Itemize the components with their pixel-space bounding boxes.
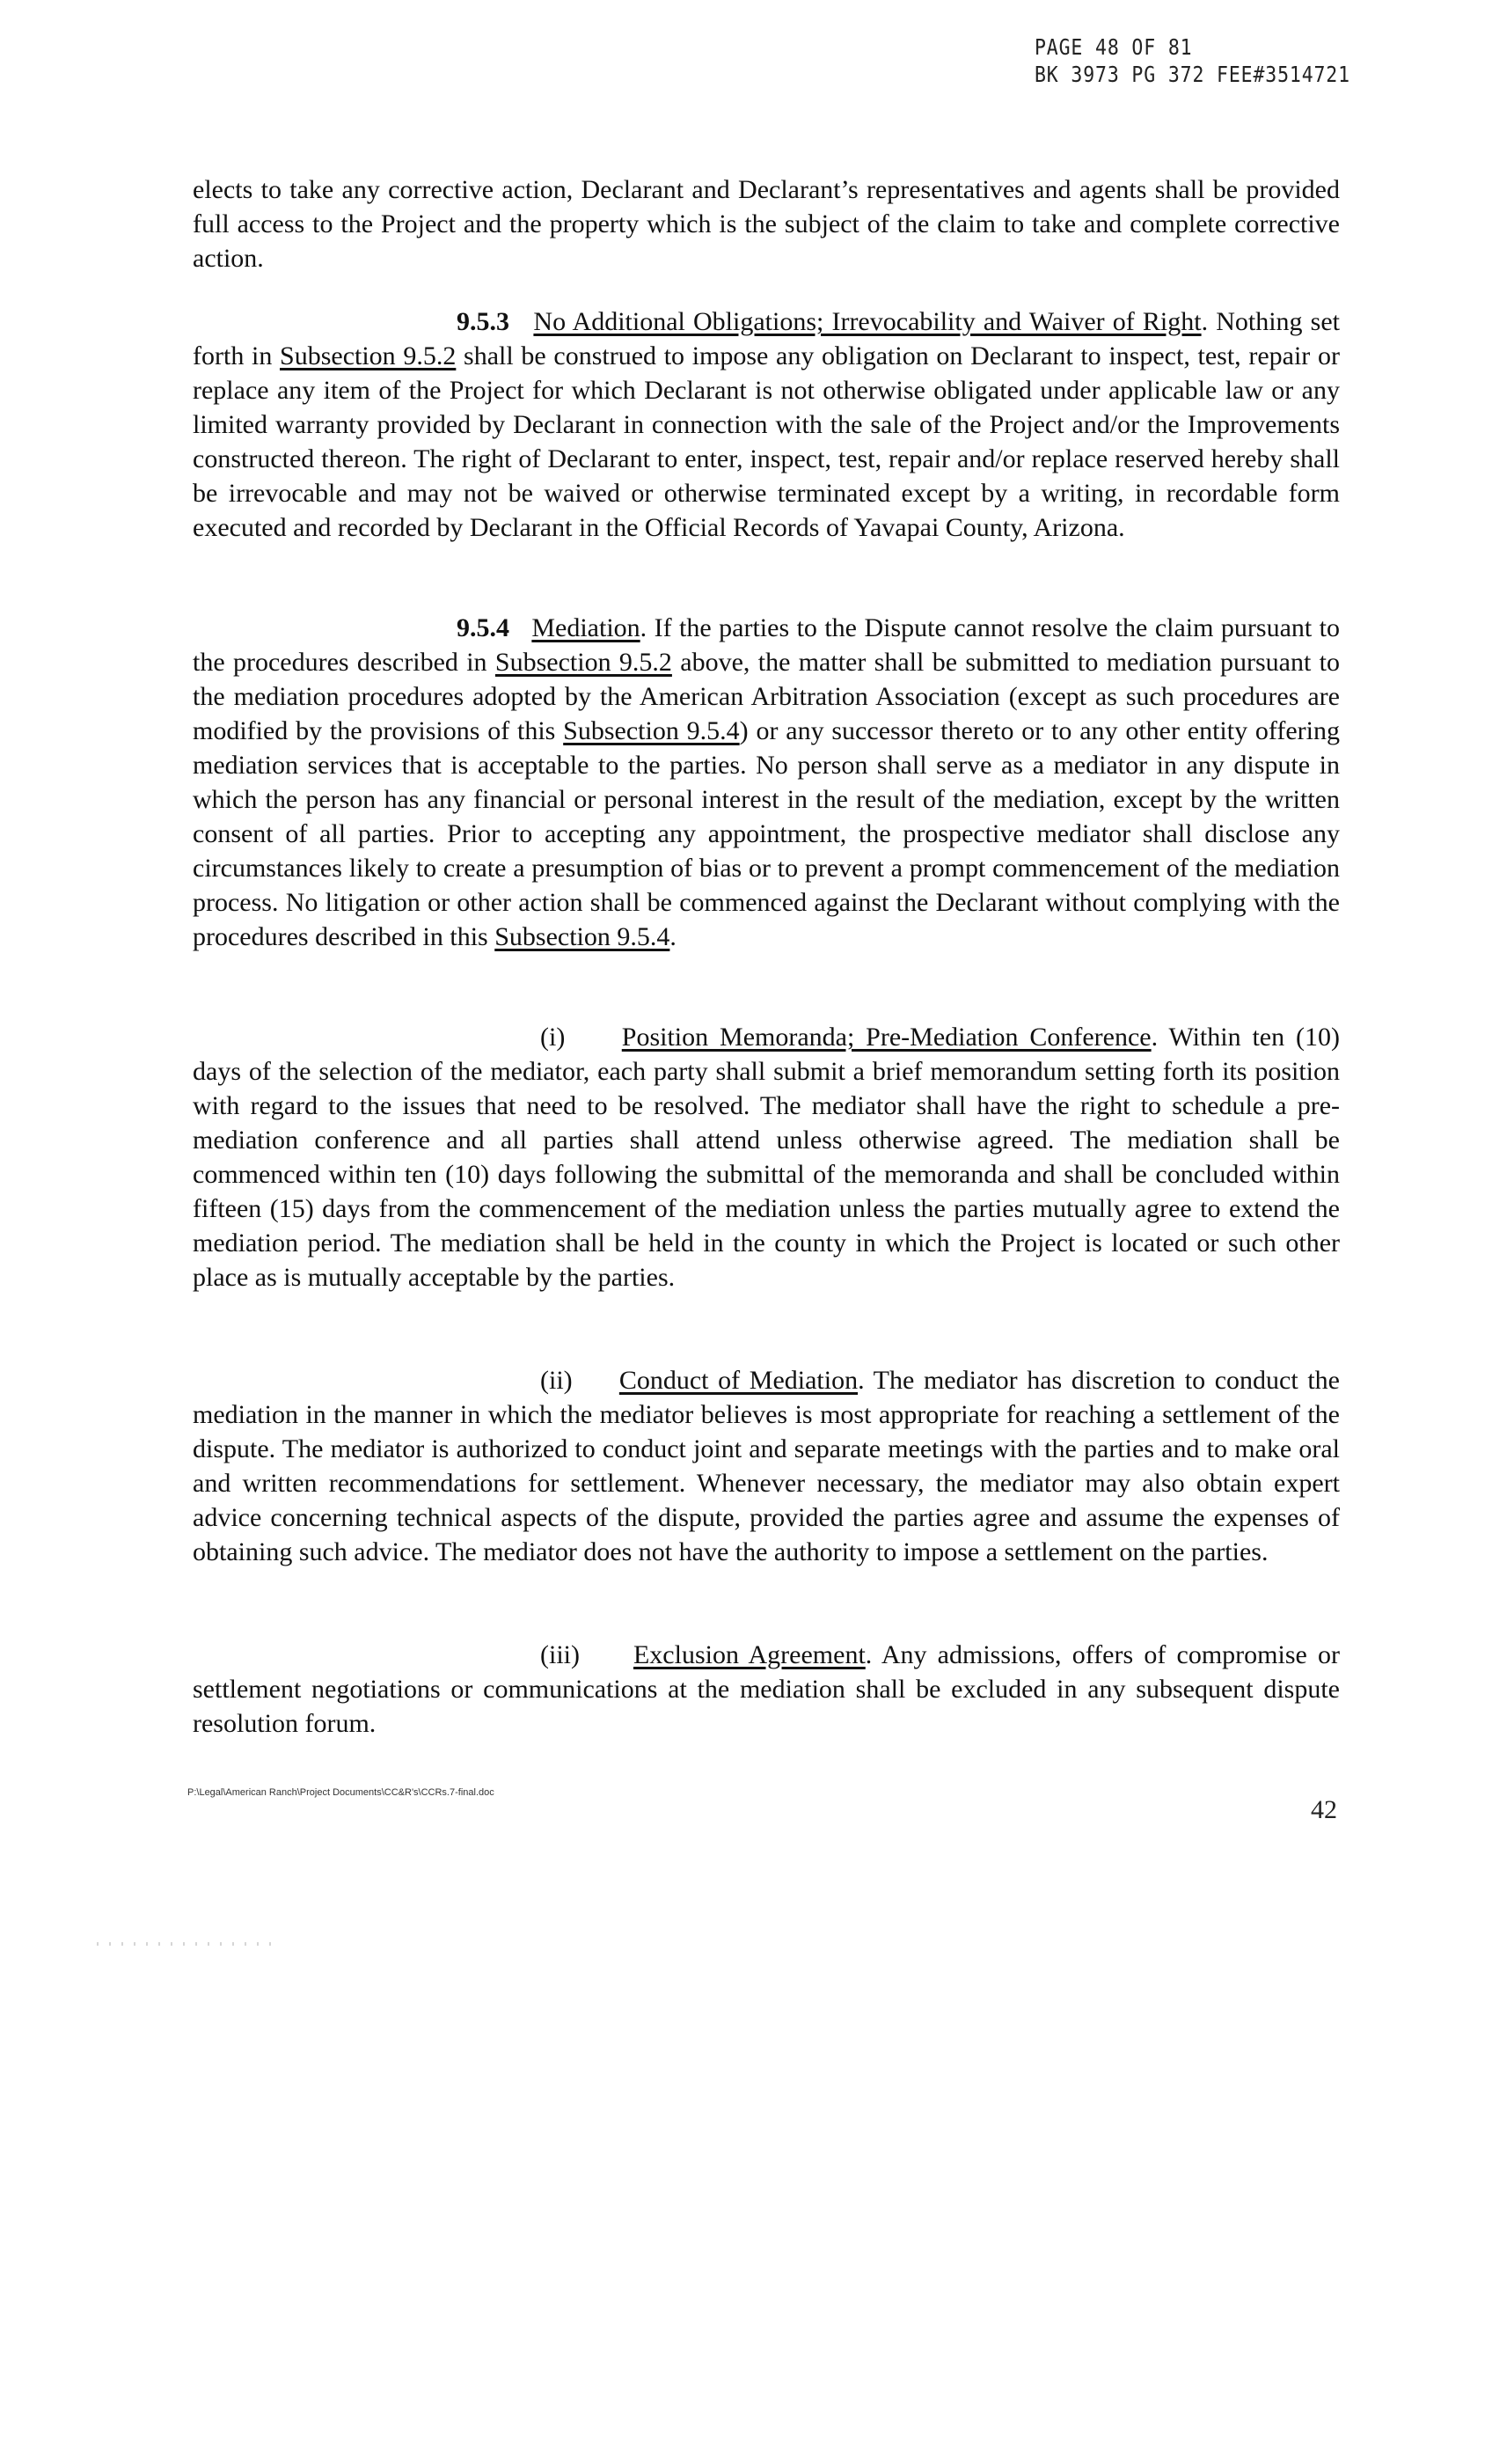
subsection-iii [193, 1638, 1340, 1741]
section-text: shall be construed to impose any obligation on Declarant to inspect, test, repair or replace any item of the Project for which Declarant is not otherwise obligated under applicable law or any limited warranty provided by Declarant in connection with the sale of the Project and/or the Improvements constructed thereon. The right of Declarant to enter, inspect, test, repair and/or replace reserved hereby shall be irrevocable and may not be waived or otherwise terminated except by a writing, in recordable form executed and recorded by Declarant in the Official Records of Yavapai County, Arizona. [193, 341, 1340, 542]
subsection-text: . Any admissions, offers of compromise or settlement negotiations or communications at the mediation shall be excluded in any subsequent dispute resolution forum. [193, 1640, 1341, 1738]
subsection-number: (iii) [540, 1640, 580, 1669]
section-text: above, the matter shall be submitted to mediation pursuant to the mediation procedures adopted by the American Arbitration Association (except as such procedures are modified by the provisions of this [193, 648, 1340, 745]
subsection-number: (ii) [540, 1366, 573, 1395]
section-9-5-3 [193, 304, 1340, 545]
footer-file-path: P:\Legal\American Ranch\Project Documents\CC&R's\CCRs.7-final.doc [187, 1787, 494, 1798]
subsection-heading: Conduct of Mediation [618, 1366, 859, 1395]
section-text: . [669, 922, 677, 951]
section-heading: No Additional Obligations; Irrevocability and Waiver of Right [533, 307, 1202, 336]
subsection-text: . The mediator has discretion to conduct the mediation in the manner in which the mediator believes is most appropriate for reaching a settlement of the dispute. The mediator is authorized to conduct joint and separate meetings with the parties and to make oral and written recommendations for settlement. Whenever necessary, the mediator may also obtain expert advice concerning technical aspects of the dispute, provided the parties agree and assume the expenses of obtaining such advice. The mediator does not have the authority to impose a settlement on the parties. [193, 1366, 1340, 1566]
cross-reference: Subsection 9.5.2 [494, 648, 672, 677]
recording-stamp [1035, 33, 1350, 88]
stamp-page-line: PAGE 48 OF 81 [1035, 34, 1193, 60]
scan-artifact [97, 1942, 273, 1946]
subsection-number: (i) [540, 1023, 566, 1052]
section-9-5-4 [193, 611, 1340, 954]
section-text: . If the parties to the Dispute cannot resolve the claim pursuant to the procedures described in [193, 613, 1340, 677]
section-text: . Nothing set forth in [193, 307, 1341, 370]
section-text: ) or any successor thereto or to any other entity offering mediation services that is acceptable to the parties. No person shall serve as a mediator in any dispute in which the person has any financial or personal interest in the result of the mediation, except by the written consent of all parties. Prior to accepting any appointment, the prospective mediator shall disclose any circumstances likely to create a presumption of bias or to prevent a prompt commencement of the mediation process. No litigation or other action shall be commenced against the Declarant without complying with the procedures described in this [193, 716, 1340, 951]
paragraph-continuation [193, 172, 1340, 275]
cross-reference: Subsection 9.5.4 [563, 716, 740, 745]
cross-reference: Subsection 9.5.2 [280, 341, 457, 370]
subsection-text: . Within ten (10) days of the selection of the mediator, each party shall submit a brief memorandum setting forth its position with regard to the issues that need to be resolved. The mediator shall have the right to schedule a pre-mediation conference and all parties shall attend unless otherwise agreed. The mediation shall be commenced within ten (10) days following the submittal of the memoranda and shall be concluded within fifteen (15) days from the commencement of the mediation unless the parties mutually agree to extend the mediation period. The mediation shall be held in the county in which the Project is located or such other place as is mutually acceptable by the parties. [193, 1023, 1340, 1292]
page-number: 42 [1311, 1795, 1337, 1824]
stamp-book-line: BK 3973 PG 372 FEE#3514721 [1035, 62, 1350, 87]
subsection-heading: Exclusion Agreement [633, 1640, 866, 1669]
subsection-i [193, 1020, 1340, 1294]
section-number: 9.5.3 [457, 307, 509, 336]
cross-reference: Subsection 9.5.4 [494, 922, 670, 951]
paragraph-text: elects to take any corrective action, Declarant and Declarant’s representatives and agents shall be provided full access to the Project and the property which is the subject of the claim to take and complete corrective action. [193, 175, 1340, 273]
subsection-heading: Position Memoranda; Pre-Mediation Conference [621, 1023, 1152, 1052]
section-number: 9.5.4 [457, 613, 509, 642]
subsection-ii [193, 1363, 1340, 1569]
section-heading: Mediation [531, 613, 640, 642]
